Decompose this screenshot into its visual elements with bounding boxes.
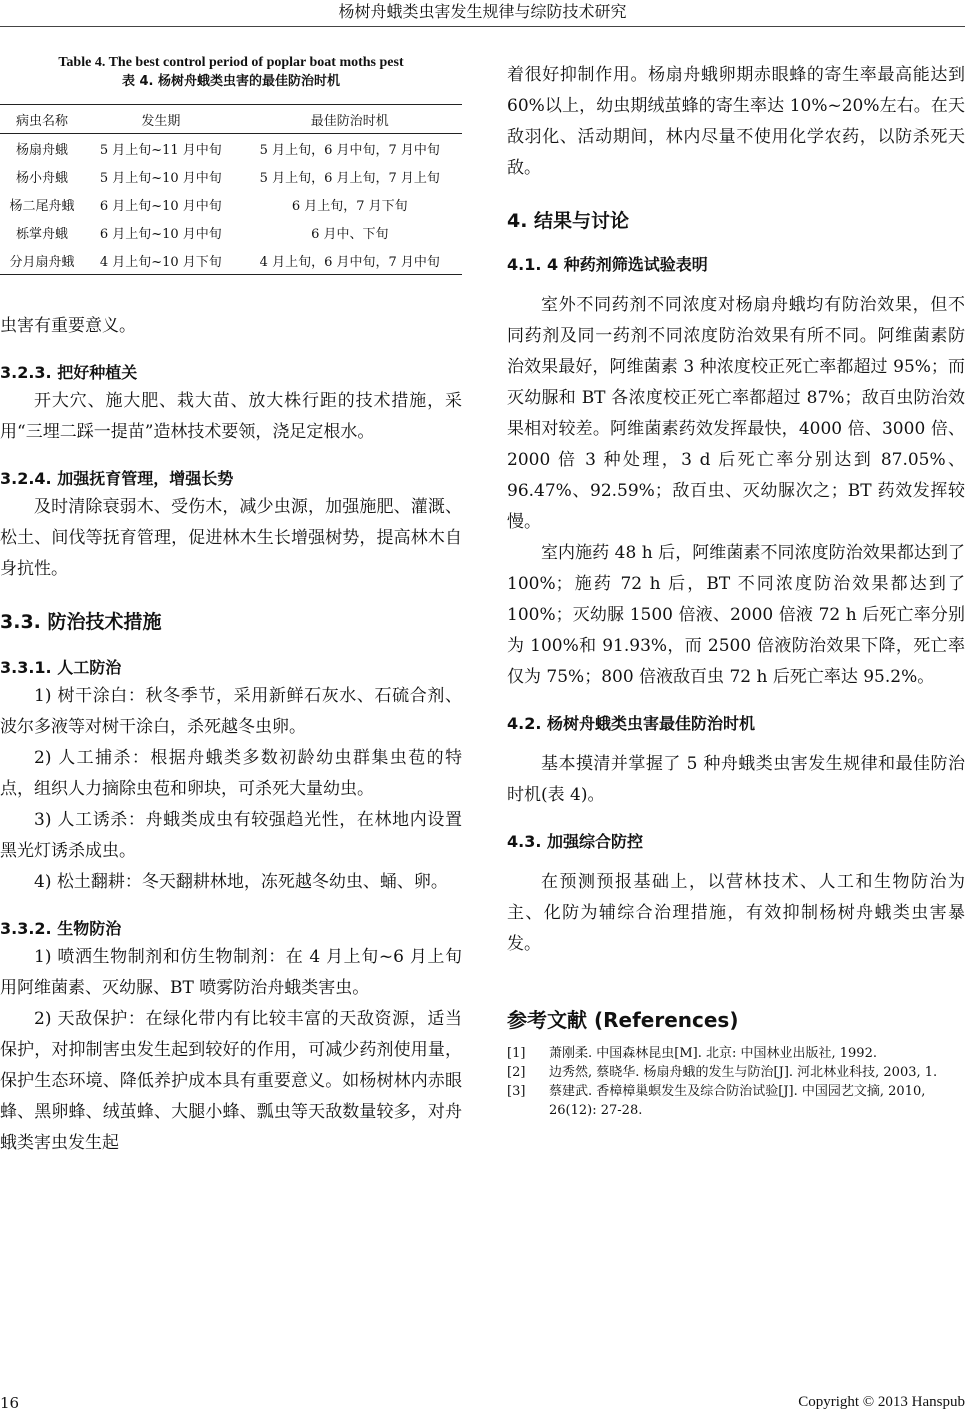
paragraph: 开大穴、施大肥、栽大苗、放大株行距的技术措施，采用“三埋二踩一提苗”造林技术要领，浇足定根水。 [0,391,462,442]
table-cell: 6 月上旬~10 月中旬 [99,226,222,242]
table-cell: 6 月上旬~10 月中旬 [99,198,222,214]
table-title-en: Table 4. The best control period of poplar boat moths pest [58,55,404,70]
paragraph: 1) 树干涂白：秋冬季节，采用新鲜石灰水、石硫合剂、波尔多液等对树干涂白，杀死越冬虫卵。 [0,686,462,737]
table-cell: 杨扇舟蛾 [16,142,69,158]
table-title-cn: 表 4. 杨树舟蛾类虫害的最佳防治时机 [121,74,341,89]
table-cell: 5 月上旬，6 月上旬，7 月上旬 [259,170,440,186]
section-heading-4-1: 4.1. 4 种药剂筛选试验表明 [507,255,708,274]
paragraph: 1) 喷洒生物制剂和仿生物制剂：在 4 月上旬~6 月上旬用阿维菌素、灭幼脲、BT 喷雾防治舟蛾类害虫。 [0,947,462,998]
running-header [0,0,965,27]
section-heading-3-3-2: 3.3.2. 生物防治 [0,919,122,938]
references-title: 参考文献 (References) [507,1008,739,1032]
table-cell: 6 月上旬，7 月下旬 [291,198,408,214]
paragraph: 着很好抑制作用。杨扇舟蛾卵期赤眼蜂的寄生率最高能达到 60%以上，幼虫期绒茧蜂的寄生率达 10%~20%左右。在天敌羽化、活动期间，林内尽量不使用化学农药，以防杀死天敌。 [507,65,965,178]
table-cell: 4 月上旬，6 月中旬，7 月中旬 [259,254,440,270]
table-row [0,218,462,246]
paragraph: 2) 天敌保护：在绿化带内有比较丰富的天敌资源，适当保护，对抑制害虫发生起到较好的作用，可减少药剂使用量，保护生态环境、降低养护成本具有重要意义。如杨树林内赤眼蜂、黑卵蜂、绒茧蜂、大腿小蜂、瓢虫等天敌数量较多，对舟蛾类害虫发生起 [0,1009,462,1153]
table-4 [0,54,462,275]
running-title: 杨树舟蛾类虫害发生规律与综防技术研究 [338,2,627,21]
reference-text: 蔡建武. 香樟樟巢螟发生及综合防治试验[J]. 中国园艺文摘, 2010, 26(12): 27-28. [549,1084,926,1118]
control-period-table [0,104,462,275]
table-cell: 4 月上旬~10 月下旬 [99,254,222,270]
reference-list [507,1044,965,1120]
reference-number: [2] [507,1065,526,1080]
table-row [0,162,462,190]
section-heading-4: 4. 结果与讨论 [507,210,630,232]
reference-text: 萧刚柔. 中国森林昆虫[M]. 北京: 中国林业出版社, 1992. [549,1046,877,1061]
table-row [0,190,462,218]
paragraph: 室内施药 48 h 后，阿维菌素不同浓度防治效果都达到了 100%；施药 72 h 后，BT 不同浓度防治效果都达到了 100%；灭幼脲 1500 倍液、2000 倍液 72 h 后死亡率分别为 100%和 91.93%，而 2500 倍液防治效果下降，死亡率仅为 75%；800 倍液敌百虫 72 h 后死亡率达 95.2%。 [507,543,965,687]
table-cell: 分月扇舟蛾 [9,254,75,270]
right-column [507,60,965,1120]
section-heading-3-2-3: 3.2.3. 把好种植关 [0,363,138,382]
reference-text: 边秀然, 蔡晓华. 杨扇舟蛾的发生与防治[J]. 河北林业科技, 2003, 1. [549,1065,938,1080]
table-header-row [0,105,462,134]
section-heading-3-3-1: 3.3.1. 人工防治 [0,658,122,677]
column-header: 最佳防治时机 [310,113,389,129]
section-heading-4-3: 4.3. 加强综合防控 [507,832,643,851]
table-row [0,246,462,275]
section-heading-3-3: 3.3. 防治技术措施 [0,611,162,633]
paragraph: 室外不同药剂不同浓度对杨扇舟蛾均有防治效果，但不同药剂及同一药剂不同浓度防治效果有所不同。阿维菌素防治效果最好，阿维菌素 3 种浓度校正死亡率都超过 95%；而灭幼脲和 BT 各浓度校正死亡率都超过 87%；敌百虫防治效果相对较差。阿维菌素药效发挥最快，4000 倍、3000 倍、2000 倍 3 种处理，3 d 后死亡率分别达到 87.05%、96.47%、92.59%；敌百虫、灭幼脲次之；BT 药效发挥较慢。 [507,295,965,532]
table-cell: 6 月中、下旬 [311,226,389,242]
paragraph: 4) 松土翻耕：冬天翻耕林地，冻死越冬幼虫、蛹、卵。 [34,872,448,892]
reference-number: [1] [507,1046,526,1061]
table-cell: 杨二尾舟蛾 [9,198,75,214]
reference-item [507,1082,965,1120]
copyright-notice: Copyright © 2013 Hanspub [798,1394,965,1410]
table-cell: 5 月上旬，6 月中旬，7 月中旬 [259,142,440,158]
section-heading-3-2-4: 3.2.4. 加强抚育管理，增强长势 [0,469,234,488]
section-heading-4-2: 4.2. 杨树舟蛾类虫害最佳防治时机 [507,714,755,733]
paragraph: 虫害有重要意义。 [0,316,136,336]
paragraph: 3) 人工诱杀：舟蛾类成虫有较强趋光性，在林地内设置黑光灯诱杀成虫。 [0,810,462,861]
column-header: 发生期 [141,113,181,129]
reference-item [507,1063,965,1082]
table-cell: 5 月上旬~10 月中旬 [99,170,222,186]
paragraph: 在预测预报基础上，以营林技术、人工和生物防治为主、化防为辅综合治理措施，有效抑制杨树舟蛾类虫害暴发。 [507,872,965,954]
reference-number: [3] [507,1084,526,1099]
paragraph: 基本摸清并掌握了 5 种舟蛾类虫害发生规律和最佳防治时机(表 4)。 [507,754,965,805]
page-number: 16 [0,1394,20,1412]
paragraph: 2) 人工捕杀：根据舟蛾类多数初龄幼虫群集虫苞的特点，组织人力摘除虫苞和卵块，可杀死大量幼虫。 [0,748,462,799]
left-column [0,54,462,1159]
table-cell: 栎掌舟蛾 [16,226,69,242]
table-cell: 杨小舟蛾 [16,170,69,186]
table-row [0,134,462,163]
paragraph: 及时清除衰弱木、受伤木，减少虫源，加强施肥、灌溉、松土、间伐等抚育管理，促进林木生长增强树势，提高林木自身抗性。 [0,497,462,579]
table-cell: 5 月上旬~11 月中旬 [99,142,222,158]
column-header: 病虫名称 [16,113,69,129]
reference-item [507,1044,965,1063]
